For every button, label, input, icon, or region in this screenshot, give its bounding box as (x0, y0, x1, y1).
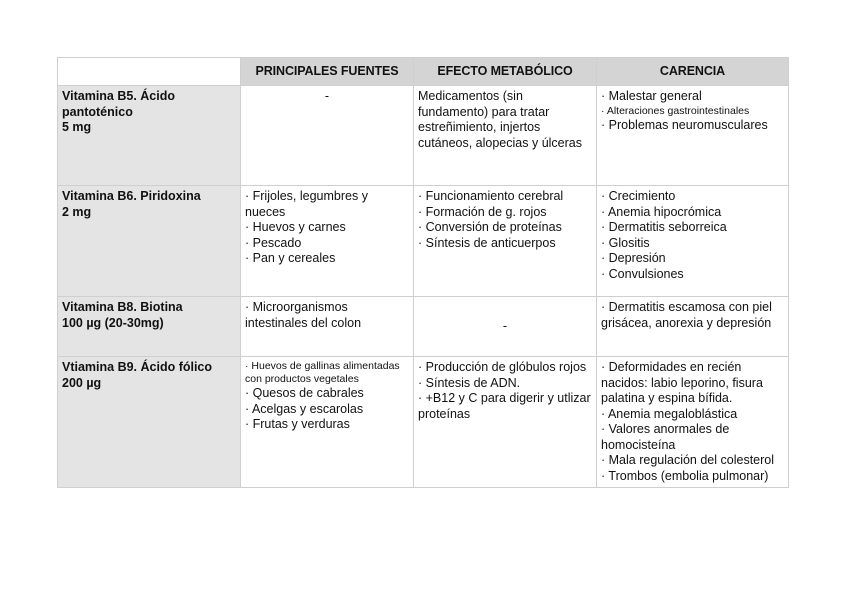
effect-item: · Síntesis de anticuerpos (418, 235, 556, 250)
source-item: · Pan y cereales (245, 251, 336, 265)
sources-cell (241, 186, 414, 297)
deficiency-cell (597, 297, 789, 357)
effect-item: · Síntesis de ADN. (418, 375, 521, 390)
deficiency-item: · Convulsiones (601, 266, 684, 281)
deficiency-item: · Anemia hipocrómica (601, 204, 722, 219)
deficiency-item: · Depresión (601, 251, 666, 265)
source-item: · Acelgas y escarolas (245, 401, 364, 416)
sources-cell (241, 297, 414, 357)
vitamin-dose: 5 mg (62, 120, 92, 134)
deficiency-item: · Crecimiento (601, 189, 676, 203)
effect-item: · Funcionamiento cerebral (418, 189, 564, 203)
effect-item: Medicamentos (sin fundamento) para tratar estreñimiento, injertos cutáneos, alopecias y úlceras (418, 89, 582, 150)
effect-cell (414, 186, 597, 297)
deficiency-item: · Trombos (embolia pulmonar) (601, 468, 769, 483)
source-item: · Quesos de cabrales (245, 386, 364, 400)
table-row (58, 86, 789, 186)
effect-cell (414, 297, 597, 357)
deficiency-item: · Glositis (601, 235, 650, 250)
deficiency-item: · Dermatitis escamosa con piel grisácea, anorexia y depresión (601, 300, 772, 330)
deficiency-item: · Malestar general (601, 89, 702, 103)
deficiency-item: · Problemas neuromusculares (601, 117, 768, 132)
sources-cell (241, 86, 414, 186)
vitamin-dose: 200 µg (62, 375, 102, 390)
vitamin-cell (58, 186, 241, 297)
effect-item: · +B12 y C para digerir y utlizar proteínas (418, 391, 591, 421)
effect-item: · Producción de glóbulos rojos (418, 360, 587, 374)
vitamin-dose: 100 µg (20-30mg) (62, 315, 164, 330)
deficiency-item: · Valores anormales de homocisteína (601, 422, 730, 452)
vitamins-table (57, 57, 789, 488)
table-row (58, 186, 789, 297)
vitamin-cell (58, 86, 241, 186)
table-row (58, 297, 789, 357)
deficiency-cell (597, 186, 789, 297)
source-item: · Pescado (245, 235, 302, 250)
header-row (58, 58, 789, 86)
vitamin-name: Vitamina B8. Biotina (62, 300, 183, 314)
header-blank (58, 58, 241, 86)
deficiency-cell (597, 357, 789, 488)
deficiency-cell (597, 86, 789, 186)
vitamin-dose: 2 mg (62, 204, 92, 219)
source-item: · Frijoles, legumbres y nueces (245, 189, 368, 219)
effect-item: · Formación de g. rojos (418, 204, 547, 219)
deficiency-item: · Dermatitis seborreica (601, 220, 727, 234)
vitamin-name: Vtiamina B9. Ácido fólico (62, 360, 213, 374)
header-sources: PRINCIPALES FUENTES (241, 58, 414, 86)
deficiency-item: · Alteraciones gastrointestinales (601, 104, 750, 117)
deficiency-item: · Mala regulación del colesterol (601, 453, 775, 467)
effect-cell (414, 86, 597, 186)
deficiency-item: · Anemia megaloblástica (601, 406, 738, 421)
header-effect: EFECTO METABÓLICO (414, 58, 597, 86)
effect-cell (414, 357, 597, 488)
sources-cell (241, 357, 414, 488)
source-item: · Huevos y carnes (245, 220, 346, 234)
header-deficiency: CARENCIA (597, 58, 789, 86)
table-row (58, 357, 789, 488)
vitamin-name: Vitamina B5. Ácido pantoténico (62, 89, 175, 119)
vitamin-cell (58, 357, 241, 488)
vitamin-cell (58, 297, 241, 357)
source-item: - (324, 89, 330, 103)
effect-item: · Conversión de proteínas (418, 220, 562, 234)
deficiency-item: · Deformidades en recién nacidos: labio leporino, fisura palatina y espina bífida. (601, 360, 763, 405)
source-item: · Frutas y verduras (245, 417, 350, 431)
source-item: · Huevos de gallinas alimentadas con productos vegetales (245, 360, 400, 385)
source-item: · Microorganismos intestinales del colon (245, 300, 362, 330)
vitamin-name: Vitamina B6. Piridoxina (62, 189, 201, 203)
effect-item: - (502, 318, 508, 333)
